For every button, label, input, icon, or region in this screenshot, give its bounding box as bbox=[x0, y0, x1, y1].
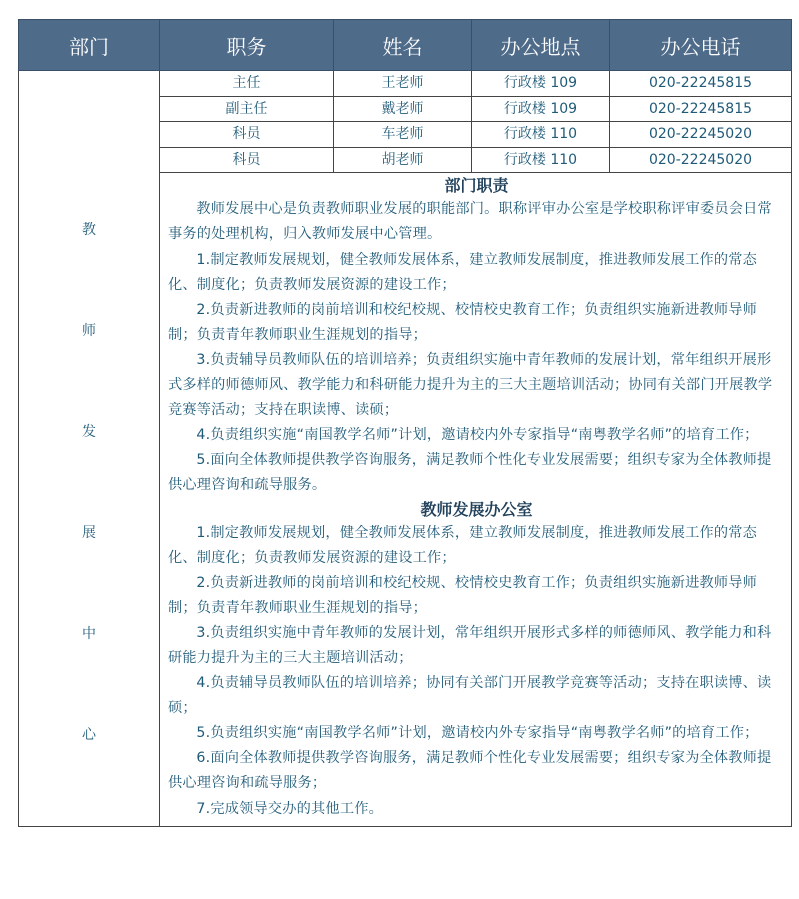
duties-title: 部门职责 bbox=[444, 176, 509, 196]
staff-phone: 020-22245020 bbox=[610, 147, 792, 173]
staff-phone: 020-22245020 bbox=[610, 122, 792, 148]
header-name: 姓名 bbox=[334, 20, 472, 71]
header-dept: 部门 bbox=[19, 20, 160, 71]
office-paragraph: 5.负责组织实施“南国教学名师”计划，邀请校内外专家指导“南粤教学名师”的培育工作； bbox=[196, 725, 759, 742]
dept-char: 教 bbox=[82, 221, 96, 238]
dept-char: 中 bbox=[82, 625, 96, 642]
staff-name: 王老师 bbox=[334, 71, 472, 97]
office-paragraph: 1.制定教师发展规划，健全教师发展体系，建立教师发展制度，推进教师发展工作的常态化、制度化；负责教师发展资源的建设工作； bbox=[168, 524, 758, 566]
duties-paragraph: 5.面向全体教师提供教学咨询服务，满足教师个性化专业发展需要；组织专家为全体教师提供心理咨询和疏导服务。 bbox=[168, 452, 772, 494]
header-row bbox=[19, 20, 792, 71]
office-paragraph: 2.负责新进教师的岗前培训和校纪校规、校情校史教育工作；负责组织实施新进教师导师制；负责青年教师职业生涯规划的指导； bbox=[168, 574, 758, 616]
staff-phone: 020-22245815 bbox=[610, 96, 792, 122]
staff-name: 戴老师 bbox=[334, 96, 472, 122]
duties-cell bbox=[160, 173, 792, 826]
dept-char: 心 bbox=[82, 726, 96, 743]
duties-paragraph: 1.制定教师发展规划，健全教师发展体系，建立教师发展制度，推进教师发展工作的常态化、制度化；负责教师发展资源的建设工作； bbox=[168, 251, 758, 293]
duties-paragraph: 3.负责辅导员教师队伍的培训培养；负责组织实施中青年教师的发展计划，常年组织开展形式多样的师德师风、教学能力和科研能力提升为主的三大主题培训活动；协同有关部门开展教学竞赛等活动；支持在职读博、读硕； bbox=[168, 351, 773, 419]
header-office: 办公地点 bbox=[472, 20, 610, 71]
staff-position: 主任 bbox=[160, 71, 334, 97]
office-title: 教师发展办公室 bbox=[420, 499, 533, 519]
staff-position: 科员 bbox=[160, 147, 334, 173]
header-position: 职务 bbox=[160, 20, 334, 71]
dept-char: 发 bbox=[82, 423, 96, 440]
dept-char: 师 bbox=[82, 322, 96, 339]
dept-char: 展 bbox=[82, 524, 96, 541]
header-phone: 办公电话 bbox=[610, 20, 792, 71]
staff-office: 行政楼 110 bbox=[472, 122, 610, 148]
staff-office: 行政楼 110 bbox=[472, 147, 610, 173]
duties-paragraph: 4.负责组织实施“南国教学名师”计划，邀请校内外专家指导“南粤教学名师”的培育工作； bbox=[196, 427, 759, 444]
table-row bbox=[19, 71, 792, 97]
office-paragraph: 3.负责组织实施中青年教师的发展计划，常年组织开展形式多样的师德师风、教学能力和科研能力提升为主的三大主题培训活动； bbox=[168, 624, 772, 666]
staff-name: 车老师 bbox=[334, 122, 472, 148]
staff-name: 胡老师 bbox=[334, 147, 472, 173]
office-paragraph: 7.完成领导交办的其他工作。 bbox=[196, 800, 383, 817]
staff-position: 科员 bbox=[160, 122, 334, 148]
staff-office: 行政楼 109 bbox=[472, 71, 610, 97]
dept-name-cell bbox=[19, 71, 160, 827]
staff-office: 行政楼 109 bbox=[472, 96, 610, 122]
duties-paragraph: 教师发展中心是负责教师职业发展的职能部门。职称评审办公室是学校职称评审委员会日常事务的处理机构，归入教师发展中心管理。 bbox=[168, 201, 772, 243]
staff-phone: 020-22245815 bbox=[610, 71, 792, 97]
staff-position: 副主任 bbox=[160, 96, 334, 122]
office-paragraph: 4.负责辅导员教师队伍的培训培养；协同有关部门开展教学竞赛等活动；支持在职读博、读硕； bbox=[168, 675, 772, 717]
department-table bbox=[18, 19, 792, 827]
duties-paragraph: 2.负责新进教师的岗前培训和校纪校规、校情校史教育工作；负责组织实施新进教师导师制；负责青年教师职业生涯规划的指导； bbox=[168, 301, 758, 343]
office-paragraph: 6.面向全体教师提供教学咨询服务，满足教师个性化专业发展需要；组织专家为全体教师提供心理咨询和疏导服务； bbox=[168, 750, 772, 792]
